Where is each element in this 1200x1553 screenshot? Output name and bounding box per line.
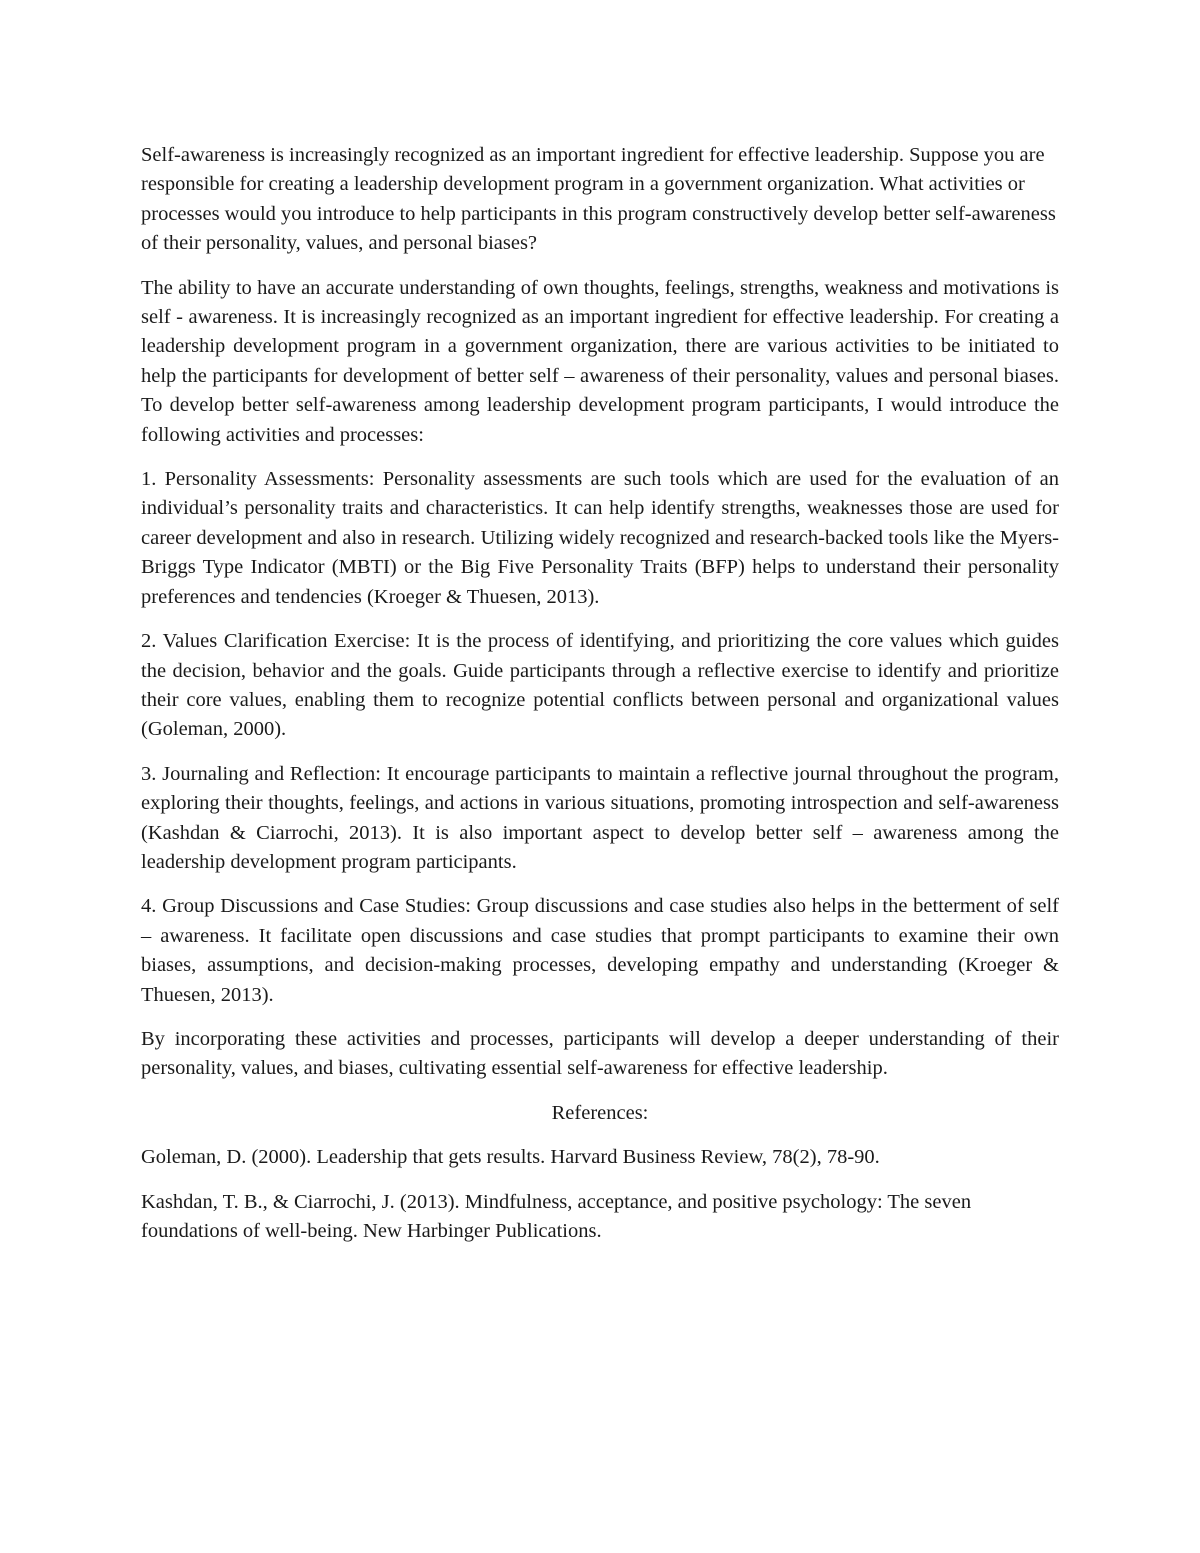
references-heading: References: bbox=[551, 1101, 649, 1124]
item-group-discussions: 4. Group Discussions and Case Studies: Group discussions and case studies also helps in the betterment of self – awareness. It facilitate open discussions and case studies that prompt participants to examine their own biases, assumptions, and decision-making processes, developing empathy and understanding (Kroeger & Thuesen, 2013). bbox=[141, 895, 1059, 1006]
conclusion-paragraph: By incorporating these activities and processes, participants will develop a deeper understanding of their personality, values, and biases, cultivating essential self-awareness for effective leadership. bbox=[141, 1027, 1059, 1080]
item-personality-assessments: 1. Personality Assessments: Personality assessments are such tools which are used for the evaluation of an individual’s personality traits and characteristics. It can help identify strengths, weaknesses those are used for career development and also in research. Utilizing widely recognized and research-backed tools like the Myers-Briggs Type Indicator (MBTI) or the Big Five Personality Traits (BFP) helps to understand their personality preferences and tendencies (Kroeger & Thuesen, 2013). bbox=[141, 468, 1059, 608]
item-values-clarification: 2. Values Clarification Exercise: It is the process of identifying, and prioritizing the core values which guides the decision, behavior and the goals. Guide participants through a reflective exercise to identify and prioritize their core values, enabling them to recognize potential conflicts between personal and organizational values (Goleman, 2000). bbox=[141, 630, 1059, 741]
reference-goleman: Goleman, D. (2000). Leadership that gets results. Harvard Business Review, 78(2), 78-90. bbox=[141, 1146, 880, 1169]
question-paragraph: Self-awareness is increasingly recognized as an important ingredient for effective leadership. Suppose you are responsible for creating a leadership development program in a government organization. What activities or processes would you introduce to help participants in this program constructively develop better self-awareness of their personality, values, and personal biases? bbox=[141, 144, 1056, 255]
document-page bbox=[141, 141, 1059, 1261]
item-journaling-reflection: 3. Journaling and Reflection: It encourage participants to maintain a reflective journal throughout the program, exploring their thoughts, feelings, and actions in various situations, promoting introspection and self-awareness (Kashdan & Ciarrochi, 2013). It is also important aspect to develop better self – awareness among the leadership development program participants. bbox=[141, 762, 1059, 873]
reference-kashdan: Kashdan, T. B., & Ciarrochi, J. (2013). Mindfulness, acceptance, and positive psychology: The seven foundations of well-being. New Harbinger Publications. bbox=[141, 1190, 972, 1242]
intro-paragraph: The ability to have an accurate understanding of own thoughts, feelings, strengths, weakness and motivations is self - awareness. It is increasingly recognized as an important ingredient for effective leadership. For creating a leadership development program in a government organization, there are various activities to be initiated to help the participants for development of better self – awareness of their personality, values and personal biases. To develop better self-awareness among leadership development program participants, I would introduce the following activities and processes: bbox=[141, 276, 1059, 446]
